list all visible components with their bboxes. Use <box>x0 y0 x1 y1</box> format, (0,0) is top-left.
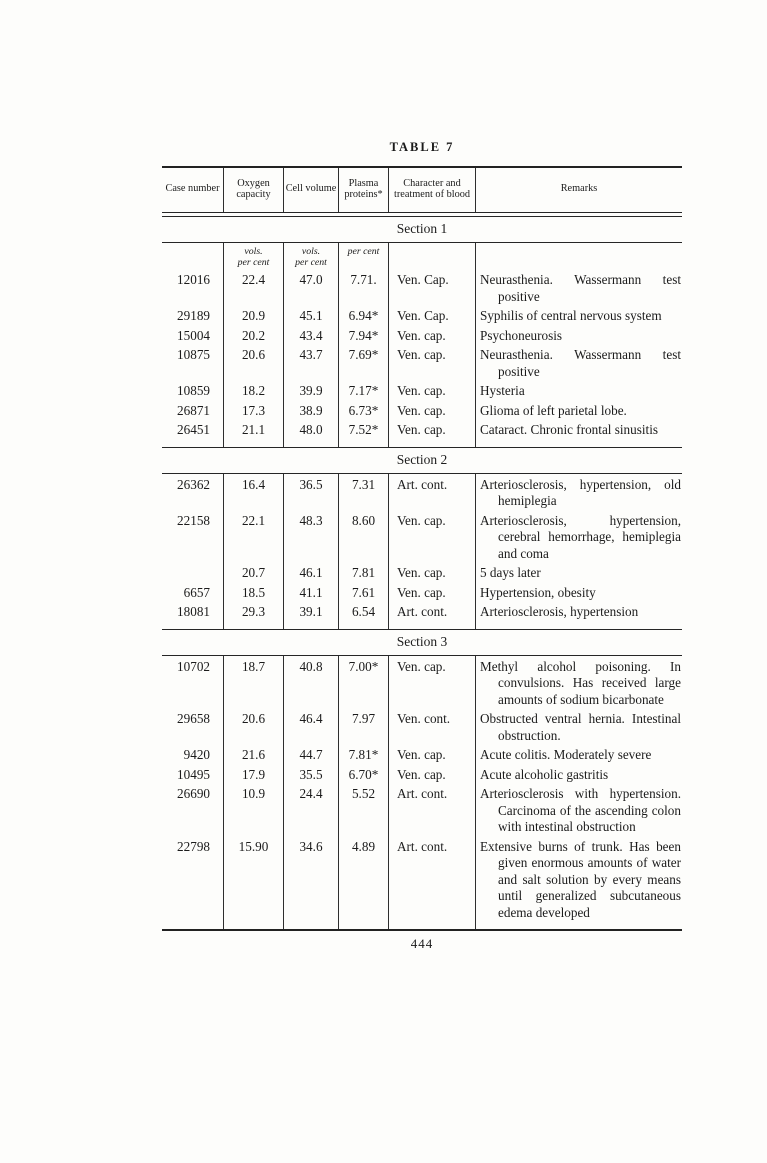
cell-case-number: 9420 <box>162 744 224 764</box>
cell-case-number: 15004 <box>162 325 224 345</box>
cell-treatment: Ven. cap. <box>389 744 476 764</box>
cell-case-number: 12016 <box>162 269 224 305</box>
cell-oxygen-capacity: 18.5 <box>224 582 284 602</box>
cell-remarks <box>476 325 682 345</box>
remarks-text: Arteriosclerosis, hypertension, old hemiplegia <box>480 476 681 508</box>
spacer-cell <box>389 921 476 929</box>
cell-remarks <box>476 562 682 582</box>
cell-oxygen-capacity: 20.2 <box>224 325 284 345</box>
cell-remarks <box>476 744 682 764</box>
cell-oxygen-capacity: 29.3 <box>224 601 284 621</box>
remarks-text: Arteriosclerosis, hypertension <box>480 604 639 619</box>
cell-treatment: Ven. cap. <box>389 764 476 784</box>
cell-remarks <box>476 474 682 510</box>
cell-plasma-proteins: 7.94* <box>339 325 389 345</box>
cell-cell-volume: 45.1 <box>284 305 339 325</box>
cell-cell-volume: 36.5 <box>284 474 339 510</box>
divider-bottom <box>162 929 682 931</box>
cell-treatment: Ven. cap. <box>389 510 476 563</box>
cell-plasma-proteins: 7.17* <box>339 380 389 400</box>
unit-plasma-proteins <box>339 243 389 269</box>
column-header-case-number: Case number <box>162 168 224 212</box>
unit-cell-volume <box>284 243 339 269</box>
cell-cell-volume: 39.9 <box>284 380 339 400</box>
section-2-label: Section 2 <box>396 451 448 467</box>
spacer-cell <box>284 439 339 447</box>
cell-plasma-proteins: 7.81 <box>339 562 389 582</box>
cell-remarks <box>476 400 682 420</box>
section-3-label: Section 3 <box>396 633 448 649</box>
remarks-text: Neurasthenia. Wassermann test positive <box>480 347 681 379</box>
cell-cell-volume: 44.7 <box>284 744 339 764</box>
cell-cell-volume: 47.0 <box>284 269 339 305</box>
cell-treatment: Art. cont. <box>389 836 476 922</box>
remarks-text: Acute alcoholic gastritis <box>480 766 609 782</box>
unit-label-line: vols. <box>244 246 263 257</box>
cell-case-number: 10875 <box>162 344 224 380</box>
cell-plasma-proteins: 5.52 <box>339 783 389 836</box>
cell-oxygen-capacity: 21.6 <box>224 744 284 764</box>
cell-case-number: 6657 <box>162 582 224 602</box>
section-2-body <box>162 474 682 629</box>
spacer-cell <box>339 439 389 447</box>
cell-oxygen-capacity: 15.90 <box>224 836 284 922</box>
cell-case-number: 10859 <box>162 380 224 400</box>
page-number: 444 <box>410 936 434 951</box>
cell-treatment: Ven. cap. <box>389 325 476 345</box>
cell-treatment: Ven. cap. <box>389 344 476 380</box>
column-header-cell-volume: Cell volume <box>284 168 339 212</box>
cell-plasma-proteins: 8.60 <box>339 510 389 563</box>
cell-oxygen-capacity: 20.6 <box>224 344 284 380</box>
cell-plasma-proteins: 7.71. <box>339 269 389 305</box>
cell-remarks <box>476 305 682 325</box>
spacer-cell <box>389 621 476 629</box>
unit-oxygen-capacity <box>224 243 284 269</box>
spacer-cell <box>224 621 284 629</box>
cell-treatment: Ven. cap. <box>389 380 476 400</box>
cell-plasma-proteins: 6.73* <box>339 400 389 420</box>
cell-treatment: Art. cont. <box>389 601 476 621</box>
remarks-text: Obstructed ventral hernia. Intestinal obstruction. <box>480 711 681 743</box>
cell-cell-volume: 34.6 <box>284 836 339 922</box>
remarks-text: Extensive burns of trunk. Has been given enormous amounts of water and salt solution by every means until generalized subcutaneous edema developed <box>480 838 681 920</box>
cell-treatment: Ven. cap. <box>389 656 476 709</box>
cell-remarks <box>476 582 682 602</box>
cell-plasma-proteins: 4.89 <box>339 836 389 922</box>
cell-cell-volume: 46.4 <box>284 708 339 744</box>
cell-remarks <box>476 419 682 439</box>
spacer-cell <box>339 621 389 629</box>
cell-oxygen-capacity: 17.3 <box>224 400 284 420</box>
table-area <box>162 140 682 952</box>
cell-case-number: 26871 <box>162 400 224 420</box>
cell-oxygen-capacity: 22.4 <box>224 269 284 305</box>
cell-cell-volume: 38.9 <box>284 400 339 420</box>
cell-treatment: Ven. cap. <box>389 562 476 582</box>
cell-case-number <box>162 562 224 582</box>
remarks-text: Hypertension, obesity <box>480 584 596 600</box>
remarks-text: Arteriosclerosis, hypertension, cerebral hemorrhage, hemiplegia and coma <box>480 512 681 561</box>
unit-remarks <box>476 243 682 269</box>
remarks-text: 5 days later <box>480 565 541 580</box>
cell-plasma-proteins: 7.81* <box>339 744 389 764</box>
cell-remarks <box>476 380 682 400</box>
cell-cell-volume: 46.1 <box>284 562 339 582</box>
cell-remarks <box>476 344 682 380</box>
cell-cell-volume: 43.7 <box>284 344 339 380</box>
column-header-oxygen-capacity: Oxygen capacity <box>224 168 284 212</box>
cell-plasma-proteins: 7.69* <box>339 344 389 380</box>
cell-plasma-proteins: 7.31 <box>339 474 389 510</box>
column-header-plasma-proteins: Plasma proteins* <box>339 168 389 212</box>
cell-cell-volume: 40.8 <box>284 656 339 709</box>
cell-treatment: Ven. cap. <box>389 582 476 602</box>
spacer-cell <box>162 921 224 929</box>
unit-label-line: vols. <box>301 246 321 257</box>
spacer-cell <box>389 439 476 447</box>
unit-case <box>162 243 224 269</box>
remarks-text: Cataract. Chronic frontal sinusitis <box>480 422 658 437</box>
remarks-text: Glioma of left parietal lobe. <box>480 402 627 418</box>
cell-case-number: 10702 <box>162 656 224 709</box>
cell-treatment: Art. cont. <box>389 474 476 510</box>
unit-treatment <box>389 243 476 269</box>
cell-plasma-proteins: 7.00* <box>339 656 389 709</box>
cell-oxygen-capacity: 22.1 <box>224 510 284 563</box>
cell-remarks <box>476 836 682 922</box>
cell-oxygen-capacity: 16.4 <box>224 474 284 510</box>
cell-case-number: 22158 <box>162 510 224 563</box>
section-1-body <box>162 243 682 447</box>
cell-plasma-proteins: 6.54 <box>339 601 389 621</box>
cell-cell-volume: 41.1 <box>284 582 339 602</box>
cell-oxygen-capacity: 18.2 <box>224 380 284 400</box>
cell-oxygen-capacity: 20.9 <box>224 305 284 325</box>
spacer-cell <box>162 621 224 629</box>
section-1-label: Section 1 <box>396 221 448 236</box>
spacer-cell <box>476 439 682 447</box>
cell-remarks <box>476 783 682 836</box>
spacer-cell <box>224 439 284 447</box>
table-header <box>162 168 682 212</box>
cell-treatment: Art. cont. <box>389 783 476 836</box>
cell-oxygen-capacity: 20.7 <box>224 562 284 582</box>
cell-remarks <box>476 708 682 744</box>
cell-treatment: Ven. Cap. <box>389 305 476 325</box>
cell-cell-volume: 43.4 <box>284 325 339 345</box>
spacer-cell <box>284 621 339 629</box>
table-title: TABLE 7 <box>389 140 455 154</box>
spacer-cell <box>162 439 224 447</box>
spacer-cell <box>476 921 682 929</box>
remarks-text: Hysteria <box>480 383 525 398</box>
cell-case-number: 26451 <box>162 419 224 439</box>
remarks-text: Psychoneurosis <box>480 327 563 343</box>
cell-cell-volume: 48.3 <box>284 510 339 563</box>
remarks-text: Neurasthenia. Wassermann test positive <box>480 272 681 304</box>
cell-cell-volume: 39.1 <box>284 601 339 621</box>
cell-oxygen-capacity: 20.6 <box>224 708 284 744</box>
cell-cell-volume: 24.4 <box>284 783 339 836</box>
cell-case-number: 26690 <box>162 783 224 836</box>
column-header-treatment: Character and treatment of blood <box>389 168 476 212</box>
cell-remarks <box>476 764 682 784</box>
cell-oxygen-capacity: 17.9 <box>224 764 284 784</box>
unit-label-line: per cent <box>347 246 380 257</box>
remarks-text: Arteriosclerosis with hypertension. Carcinoma of the ascending colon with intestinal obstruction <box>480 786 681 834</box>
section-3-body <box>162 656 682 930</box>
cell-treatment: Ven. Cap. <box>389 269 476 305</box>
cell-oxygen-capacity: 10.9 <box>224 783 284 836</box>
cell-case-number: 18081 <box>162 601 224 621</box>
cell-plasma-proteins: 7.61 <box>339 582 389 602</box>
spacer-cell <box>476 621 682 629</box>
cell-case-number: 26362 <box>162 474 224 510</box>
cell-treatment: Ven. cap. <box>389 400 476 420</box>
cell-case-number: 29658 <box>162 708 224 744</box>
cell-remarks <box>476 656 682 709</box>
spacer-cell <box>284 921 339 929</box>
cell-treatment: Ven. cont. <box>389 708 476 744</box>
cell-oxygen-capacity: 18.7 <box>224 656 284 709</box>
spacer-cell <box>224 921 284 929</box>
remarks-text: Syphilis of central nervous system <box>480 308 662 323</box>
cell-cell-volume: 48.0 <box>284 419 339 439</box>
cell-remarks <box>476 601 682 621</box>
cell-cell-volume: 35.5 <box>284 764 339 784</box>
unit-label-line: per cent <box>237 256 270 268</box>
cell-case-number: 10495 <box>162 764 224 784</box>
cell-treatment: Ven. cap. <box>389 419 476 439</box>
cell-case-number: 29189 <box>162 305 224 325</box>
cell-case-number: 22798 <box>162 836 224 922</box>
spacer-cell <box>339 921 389 929</box>
remarks-text: Acute colitis. Moderately severe <box>480 747 652 762</box>
cell-remarks <box>476 510 682 563</box>
cell-plasma-proteins: 7.97 <box>339 708 389 744</box>
cell-plasma-proteins: 6.94* <box>339 305 389 325</box>
cell-oxygen-capacity: 21.1 <box>224 419 284 439</box>
cell-plasma-proteins: 6.70* <box>339 764 389 784</box>
unit-label-line: per cent <box>295 256 327 268</box>
cell-remarks <box>476 269 682 305</box>
column-header-remarks: Remarks <box>560 183 598 195</box>
remarks-text: Methyl alcohol poisoning. In convulsions. Has received large amounts of sodium bicarbonate <box>480 658 681 707</box>
cell-plasma-proteins: 7.52* <box>339 419 389 439</box>
